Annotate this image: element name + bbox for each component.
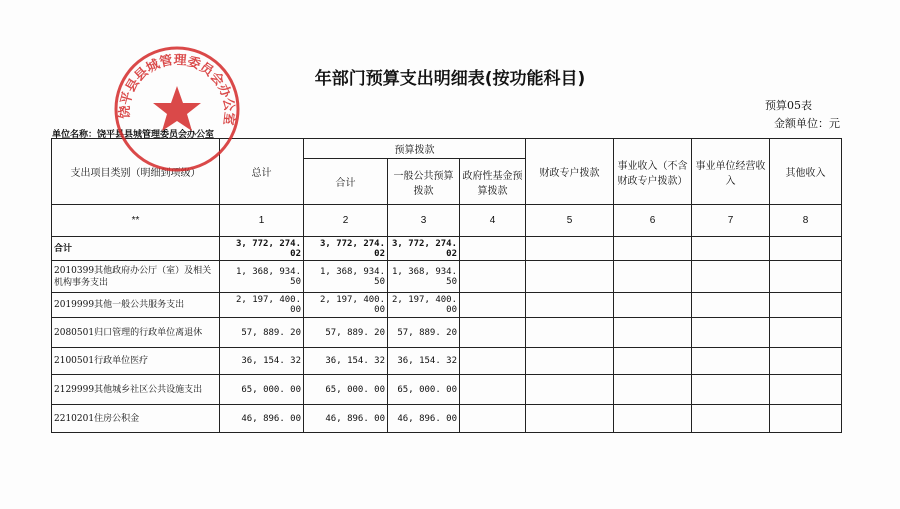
row-general: 57, 889. 20 bbox=[388, 318, 460, 348]
star-icon bbox=[153, 86, 201, 131]
row-general: 1, 368, 934. 50 bbox=[388, 261, 460, 293]
table-row bbox=[52, 375, 842, 405]
table-row bbox=[52, 318, 842, 348]
row-name: 2129999其他城乡社区公共设施支出 bbox=[52, 375, 220, 405]
row-sum: 36, 154. 32 bbox=[304, 348, 388, 375]
index-cell: 3 bbox=[388, 205, 460, 237]
row-general: 2, 197, 400. 00 bbox=[388, 293, 460, 318]
table-row bbox=[52, 348, 842, 375]
header-special: 财政专户拨款 bbox=[526, 139, 614, 205]
row-name: 2080501归口管理的行政单位离退休 bbox=[52, 318, 220, 348]
row-total: 2, 197, 400. 00 bbox=[220, 293, 304, 318]
row-name: 2019999其他一般公共服务支出 bbox=[52, 293, 220, 318]
header-budget-group: 预算拨款 bbox=[304, 139, 526, 159]
row-sum: 1, 368, 934. 50 bbox=[304, 261, 388, 293]
table-row bbox=[52, 405, 842, 433]
row-sum: 2, 197, 400. 00 bbox=[304, 293, 388, 318]
currency-unit: 金额单位：元 bbox=[774, 117, 840, 130]
row-general: 36, 154. 32 bbox=[388, 348, 460, 375]
row-total: 36, 154. 32 bbox=[220, 348, 304, 375]
row-sum: 46, 896. 00 bbox=[304, 405, 388, 433]
seal-text: 饶平县县城管理委员会办公室 bbox=[117, 52, 237, 126]
header-sum: 合计 bbox=[304, 159, 388, 205]
row-name: 2100501行政单位医疗 bbox=[52, 348, 220, 375]
index-cell: ** bbox=[52, 205, 220, 237]
index-cell: 5 bbox=[526, 205, 614, 237]
row-total: 1, 368, 934. 50 bbox=[220, 261, 304, 293]
row-name: 合计 bbox=[52, 237, 220, 261]
index-cell: 7 bbox=[692, 205, 770, 237]
header-gov-fund: 政府性基金预算拨款 bbox=[460, 159, 526, 205]
header-other: 其他收入 bbox=[770, 139, 842, 205]
index-cell: 6 bbox=[614, 205, 692, 237]
row-total: 57, 889. 20 bbox=[220, 318, 304, 348]
header-biz-ops: 事业单位经营收入 bbox=[692, 139, 770, 205]
index-cell: 1 bbox=[220, 205, 304, 237]
header-general: 一般公共预算拨款 bbox=[388, 159, 460, 205]
expenditure-table bbox=[51, 138, 842, 433]
row-total: 3, 772, 274. 02 bbox=[220, 237, 304, 261]
row-sum: 3, 772, 274. 02 bbox=[304, 237, 388, 261]
index-cell: 2 bbox=[304, 205, 388, 237]
row-name: 2010399其他政府办公厅（室）及相关机构事务支出 bbox=[52, 261, 220, 293]
row-general: 46, 896. 00 bbox=[388, 405, 460, 433]
row-name: 2210201住房公积金 bbox=[52, 405, 220, 433]
row-total: 46, 896. 00 bbox=[220, 405, 304, 433]
index-row bbox=[52, 205, 842, 237]
form-number: 预算05表 bbox=[765, 99, 812, 112]
header-total: 总计 bbox=[220, 139, 304, 205]
department-name: 单位名称：饶平县县城管理委员会办公室 bbox=[52, 130, 215, 140]
page-title: 年部门预算支出明细表(按功能科目) bbox=[314, 69, 586, 89]
row-general: 3, 772, 274. 02 bbox=[388, 237, 460, 261]
row-general: 65, 000. 00 bbox=[388, 375, 460, 405]
header-item: 支出项目类别（明细到项级） bbox=[52, 139, 220, 205]
official-seal bbox=[112, 44, 242, 174]
row-total: 65, 000. 00 bbox=[220, 375, 304, 405]
table-row bbox=[52, 237, 842, 261]
index-cell: 8 bbox=[770, 205, 842, 237]
table-row bbox=[52, 261, 842, 293]
row-sum: 65, 000. 00 bbox=[304, 375, 388, 405]
row-sum: 57, 889. 20 bbox=[304, 318, 388, 348]
index-cell: 4 bbox=[460, 205, 526, 237]
header-biz-income: 事业收入（不含财政专户拨款） bbox=[614, 139, 692, 205]
table-row bbox=[52, 293, 842, 318]
